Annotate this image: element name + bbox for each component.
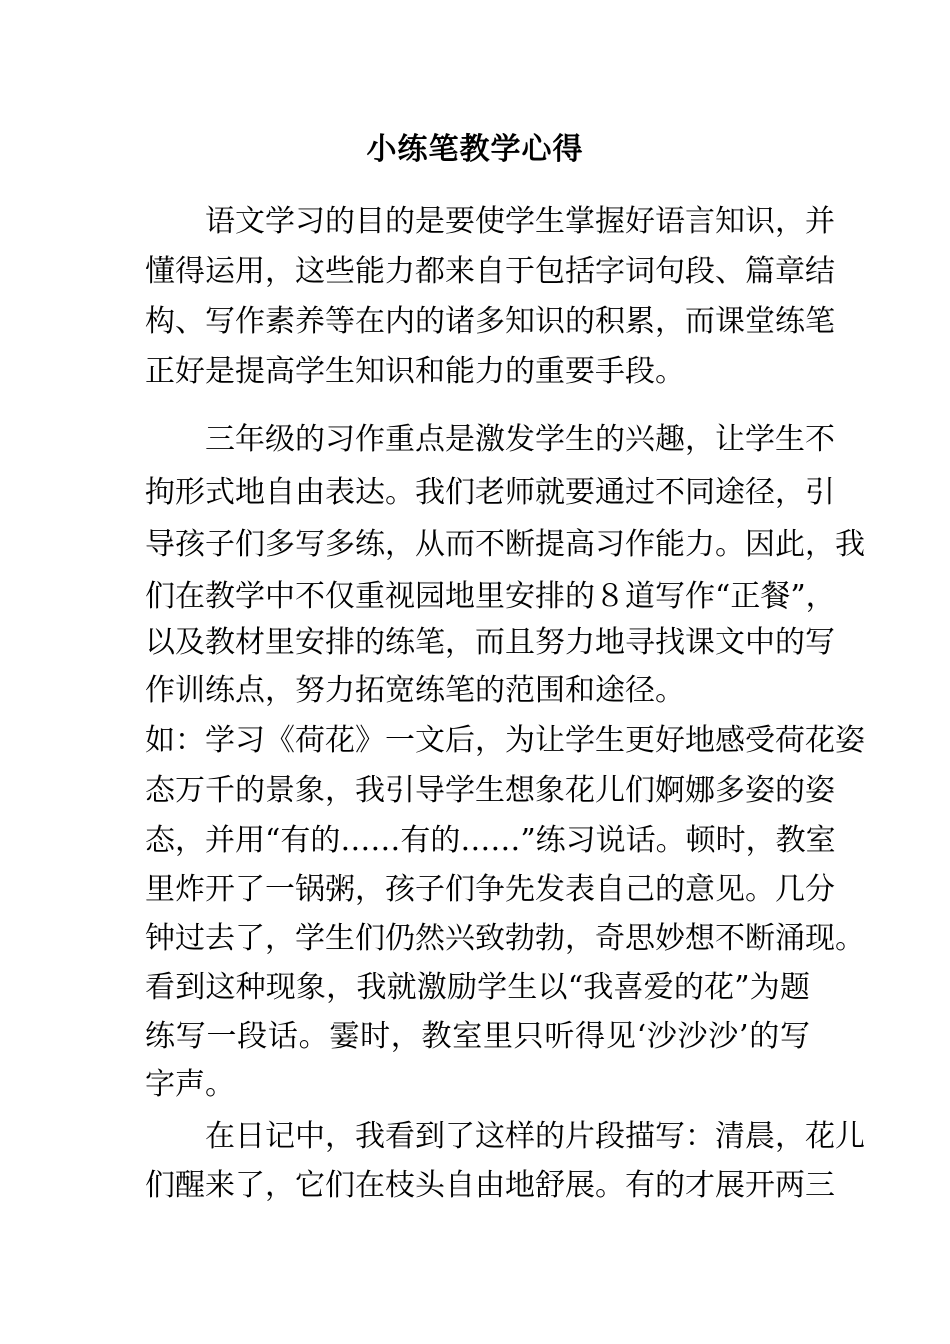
paragraph-2-line-6: 作训练点，努力拓宽练笔的范围和途径。	[145, 673, 685, 708]
paragraph-1-line-4: 正好是提高学生知识和能力的重要手段。	[145, 354, 685, 389]
paragraph-2-line-2: 拘形式地自由表达。我们老师就要通过不同途径，引	[145, 475, 835, 510]
paragraph-3-line-4: 里炸开了一锅粥，孩子们争先发表自己的意见。几分	[145, 872, 835, 907]
paragraph-4-line-2: 们醒来了，它们在枝头自由地舒展。有的才展开两三	[145, 1168, 835, 1203]
document-title: 小练笔教学心得	[366, 132, 584, 167]
paragraph-1-line-1: 语文学习的目的是要使学生掌握好语言知识，并	[205, 204, 835, 239]
paragraph-2-line-3: 导孩子们多写多练，从而不断提高习作能力。因此，我	[145, 527, 865, 562]
paragraph-3-line-3: 态，并用“有的……有的……”练习说话。顿时，教室	[145, 823, 836, 858]
paragraph-3-line-5: 钟过去了，学生们仍然兴致勃勃，奇思妙想不断涌现。	[145, 921, 865, 956]
paragraph-2-line-1: 三年级的习作重点是激发学生的兴趣，让学生不	[205, 422, 835, 457]
paragraph-1-line-3: 构、写作素养等在内的诸多知识的积累，而课堂练笔	[145, 304, 835, 339]
paragraph-2-line-4: 们在教学中不仅重视园地里安排的８道写作“正餐”，	[145, 579, 836, 614]
paragraph-3-line-7: 练写一段话。霎时，教室里只听得见‘沙沙沙’的写	[145, 1019, 810, 1054]
paragraph-3-line-2: 态万千的景象，我引导学生想象花儿们婀娜多姿的姿	[145, 773, 835, 808]
paragraph-4-line-1: 在日记中，我看到了这样的片段描写：清晨，花儿	[205, 1119, 865, 1154]
paragraph-1-line-2: 懂得运用，这些能力都来自于包括字词句段、篇章结	[145, 254, 835, 289]
paragraph-3-line-8: 字声。	[145, 1067, 235, 1102]
paragraph-2-line-5: 以及教材里安排的练笔，而且努力地寻找课文中的写	[145, 625, 835, 660]
paragraph-3-line-6: 看到这种现象，我就激励学生以“我喜爱的花”为题	[145, 970, 810, 1005]
paragraph-3-line-1: 如：学习《荷花》一文后，为让学生更好地感受荷花姿	[145, 723, 865, 758]
